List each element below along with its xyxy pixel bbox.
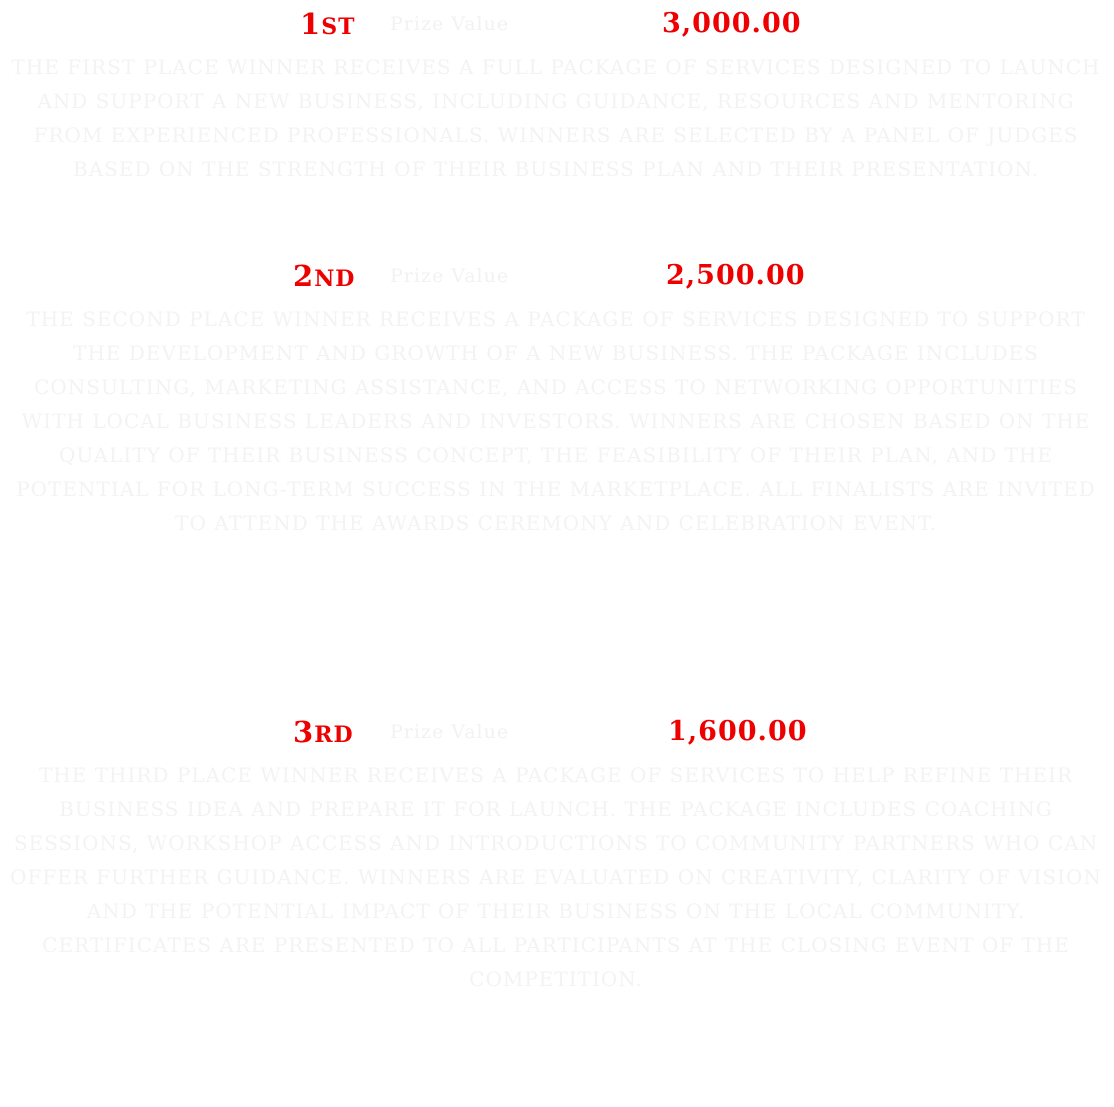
prize-description: THE THIRD PLACE WINNER RECEIVES A PACKAGE OF SERVICES TO HELP REFINE THEIR BUSINESS IDEA AND PREPARE IT FOR LAUNCH. THE PACKAGE INCLUDES COACHING SESSIONS, WORKSHOP ACCESS AND INTRODUCTIONS TO COMMUNITY PARTNERS WHO CAN OFFER FURTHER GUIDANCE. WINNERS ARE EVALUATED ON CREATIVITY, CLARITY OF VISION AND THE POTENTIAL IMPACT OF THEIR BUSINESS ON THE LOCAL COMMUNITY. CERTIFICATES ARE PRESENTED TO ALL PARTICIPANTS AT THE CLOSING EVENT OF THE COMPETITION. (10, 763, 1102, 991)
place-number: 3 (293, 715, 315, 749)
place-suffix: RD (314, 722, 354, 748)
place-label (293, 712, 354, 755)
prize-caption: Prize Value (390, 721, 510, 743)
prize-description: THE FIRST PLACE WINNER RECEIVES A FULL PACKAGE OF SERVICES DESIGNED TO LAUNCH AND SUPPORT A NEW BUSINESS, INCLUDING GUIDANCE, RESOURCES AND MENTORING FROM EXPERIENCED PROFESSIONALS. WINNERS ARE SELECTED BY A PANEL OF JUDGES BASED ON THE STRENGTH OF THEIR BUSINESS PLAN AND THEIR PRESENTATION. (11, 55, 1101, 181)
prize-heading-first (0, 4, 1114, 44)
prize-amount: 1,600.00 (668, 716, 808, 747)
prize-amount: 3,000.00 (662, 8, 802, 39)
place-number: 2 (293, 259, 315, 293)
place-suffix: ST (321, 14, 356, 40)
prize-heading-second (0, 256, 1114, 296)
prize-amount: 2,500.00 (666, 260, 806, 291)
prize-caption: Prize Value (390, 13, 510, 35)
place-suffix: ND (314, 266, 356, 292)
prize-caption: Prize Value (390, 265, 510, 287)
place-number: 1 (300, 7, 322, 41)
prize-heading-third (0, 712, 1114, 752)
place-label (300, 4, 355, 47)
prize-description: THE SECOND PLACE WINNER RECEIVES A PACKAGE OF SERVICES DESIGNED TO SUPPORT THE DEVELOPMENT AND GROWTH OF A NEW BUSINESS. THE PACKAGE INCLUDES CONSULTING, MARKETING ASSISTANCE, AND ACCESS TO NETWORKING OPPORTUNITIES WITH LOCAL BUSINESS LEADERS AND INVESTORS. WINNERS ARE CHOSEN BASED ON THE QUALITY OF THEIR BUSINESS CONCEPT, THE FEASIBILITY OF THEIR PLAN, AND THE POTENTIAL FOR LONG-TERM SUCCESS IN THE MARKETPLACE. ALL FINALISTS ARE INVITED TO ATTEND THE AWARDS CEREMONY AND CELEBRATION EVENT. (16, 307, 1096, 535)
place-label (293, 256, 355, 299)
